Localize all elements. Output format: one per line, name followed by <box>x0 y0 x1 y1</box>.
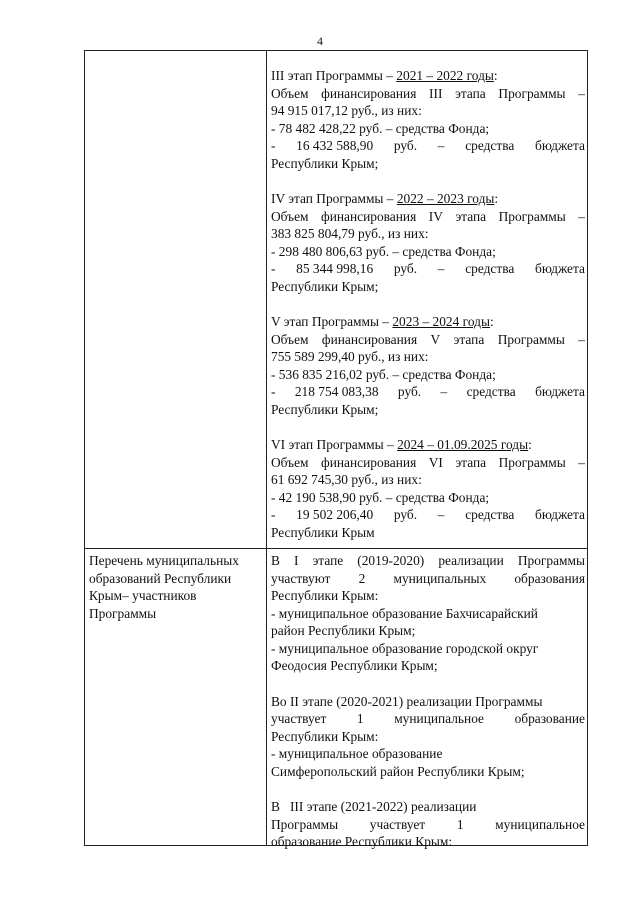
stage-period: 2022 – 2023 годы <box>396 191 495 206</box>
stage-block <box>271 436 585 541</box>
stage-block <box>271 67 585 172</box>
stage-title-suffix: : <box>489 314 494 329</box>
municipal-label-cell <box>89 552 263 622</box>
budget-line: - 16 432 588,90 руб. – средства бюджета <box>271 138 585 153</box>
stage-title-suffix: : <box>494 191 499 206</box>
fund-amount: - 42 190 538,90 руб. – средства Фонда; <box>271 489 490 505</box>
municipal-paragraph: В III этапе (2021-2022) реализации Программы участвует 1 муниципальное образование Республики Крым: <box>271 799 585 849</box>
funding-line: Объем финансирования III этапа Программы – <box>271 85 585 101</box>
stages-cell <box>271 67 585 559</box>
funding-total: 755 589 299,40 руб., из них: <box>271 349 429 364</box>
fund-amount: - 536 835 216,02 руб. – средства Фонда; <box>271 366 496 382</box>
municipal-cell <box>271 552 585 869</box>
stage-block <box>271 313 585 418</box>
fund-amount: - 78 482 428,22 руб. – средства Фонда; <box>271 120 490 136</box>
label-line: Программы <box>89 605 157 621</box>
stage-period: 2024 – 01.09.2025 годы <box>397 437 529 452</box>
municipal-paragraph: Во II этапе (2020-2021) реализации Программы участвует 1 муниципальное образование Республики Крым: - муниципальное образование Симферопольский район Республики Крым; <box>271 693 585 779</box>
fund-amount: - 298 480 806,63 руб. – средства Фонда; <box>271 243 496 259</box>
stage-block <box>271 190 585 295</box>
label-line: Перечень муниципальных <box>89 553 239 568</box>
stage-title-prefix: V этап Программы – <box>271 314 393 329</box>
page-number: 4 <box>317 34 323 48</box>
program-table <box>84 50 588 849</box>
funding-total: 94 915 017,12 руб., из них: <box>271 103 422 118</box>
stage-title-prefix: III этап Программы – <box>271 68 397 83</box>
funding-line: Объем финансирования VI этапа Программы – <box>271 454 585 470</box>
label-line: образований Республики <box>89 570 232 586</box>
funding-line: Объем финансирования V этапа Программы – <box>271 331 585 347</box>
stage-title-prefix: IV этап Программы – <box>271 191 397 206</box>
budget-tail: Республики Крым; <box>271 155 379 171</box>
funding-total: 61 692 745,30 руб., из них: <box>271 472 422 487</box>
budget-tail: Республики Крым <box>271 524 375 540</box>
label-line: Крым– участников <box>89 588 197 603</box>
stage-title-suffix: : <box>528 437 532 452</box>
stage-title-prefix: VI этап Программы – <box>271 437 398 452</box>
column-divider <box>266 51 267 845</box>
stage-period: 2021 – 2022 годы <box>396 68 494 83</box>
municipal-paragraph: В I этапе (2019-2020) реализации Программы участвуют 2 муниципальных образования Республики Крым: - муниципальное образование Бахчисарайский район Республики Крым; - муниципальное образование городской округ Феодосия Республики Крым; <box>271 553 585 673</box>
funding-total: 383 825 804,79 руб., из них: <box>271 226 429 241</box>
budget-line: - 85 344 998,16 руб. – средства бюджета <box>271 261 585 276</box>
budget-line: - 19 502 206,40 руб. – средства бюджета <box>271 507 585 522</box>
funding-line: Объем финансирования IV этапа Программы – <box>271 208 585 224</box>
stage-title-suffix: : <box>493 68 498 83</box>
budget-line: - 218 754 083,38 руб. – средства бюджета <box>271 384 585 399</box>
budget-tail: Республики Крым; <box>271 401 379 417</box>
stage-period: 2023 – 2024 годы <box>392 314 490 329</box>
budget-tail: Республики Крым; <box>271 278 379 294</box>
